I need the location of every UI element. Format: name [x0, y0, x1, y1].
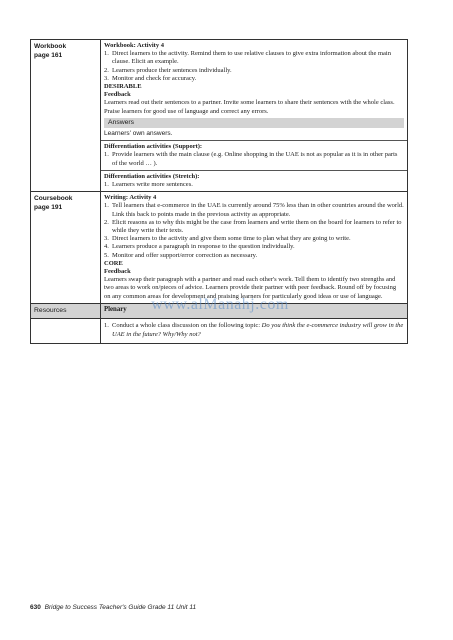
step-text: Direct learners to the activity. Remind them to use relative clauses to give extra information about the main clause. Elicit an example.	[112, 50, 391, 66]
step-number: 1.	[104, 202, 109, 210]
workbook-content	[101, 40, 407, 191]
workbook-ref-line2: page 161	[34, 51, 63, 59]
step-item	[104, 243, 404, 251]
coursebook-activity-title: Writing: Activity 4	[104, 194, 157, 202]
coursebook-ref-line1: Coursebook	[34, 195, 73, 203]
plenary-step-prefix: Conduct a whole class discussion on the following topic:	[112, 322, 262, 330]
page-footer	[30, 604, 196, 611]
coursebook-content	[101, 192, 407, 303]
step-item	[104, 181, 404, 189]
plenary-step-number: 1.	[104, 322, 109, 330]
step-text: Tell learners that e-commerce in the UAE is currently around 75% less than in other countries around the world. Link this back to points made in the previous activity as appropriate.	[112, 202, 404, 218]
step-number: 2.	[104, 66, 109, 74]
watermark: www.alManahj.com	[151, 296, 289, 313]
workbook-row	[31, 40, 407, 191]
step-item	[104, 50, 404, 66]
step-text: Elicit reasons as to why this might be the case from learners and write them on the board for learners to refer to while they write their texts.	[112, 218, 402, 235]
workbook-level: DESIRABLE	[104, 83, 142, 91]
plenary-title: Plenary	[104, 305, 127, 313]
step-item	[104, 151, 404, 167]
step-number: 2.	[104, 218, 109, 226]
page-number: 630	[30, 604, 41, 611]
step-text: Direct learners to the activity and give them some time to plan what they are going to write.	[112, 235, 351, 243]
coursebook-reference	[31, 192, 101, 303]
resources-row	[31, 303, 407, 319]
step-number: 1.	[104, 151, 109, 159]
step-number: 5.	[104, 251, 109, 259]
step-item	[104, 252, 404, 260]
support-steps	[104, 151, 404, 167]
step-number: 1.	[104, 181, 109, 189]
step-item	[104, 67, 404, 75]
step-item	[104, 219, 404, 235]
workbook-feedback-label: Feedback	[104, 91, 131, 99]
coursebook-ref-line2: page 191	[34, 203, 63, 211]
workbook-activity-title: Workbook: Activity 4	[104, 42, 164, 49]
workbook-steps	[104, 50, 404, 83]
workbook-reference	[31, 40, 101, 191]
step-number: 3.	[104, 235, 109, 243]
step-text: Monitor and offer support/error correction as necessary.	[112, 251, 258, 259]
coursebook-feedback-label: Feedback	[104, 268, 131, 276]
plenary-steps	[104, 322, 404, 338]
stretch-title: Differentiation activities (Stretch):	[104, 172, 200, 180]
plenary-row	[31, 318, 407, 342]
step-text: Learners produce their sentences individually.	[112, 66, 232, 74]
lesson-table	[30, 39, 408, 344]
stretch-steps	[104, 181, 404, 189]
plenary-step	[104, 322, 404, 338]
step-number: 4.	[104, 243, 109, 251]
step-text: Provide learners with the main clause (e.g. Online shopping in the UAE is not as popular as it is in other parts of the world … ).	[112, 151, 398, 167]
plenary-empty-cell	[31, 319, 101, 342]
step-item	[104, 235, 404, 243]
answers-text: Learners' own answers.	[104, 130, 173, 138]
footer-title: Bridge to Success Teacher's Guide Grade 11 Unit 11	[44, 604, 197, 611]
plenary-content	[101, 319, 407, 342]
coursebook-feedback-text: Learners swap their paragraph with a partner and read each other's work. Tell them to identify two strengths and two areas to work on/pieces of advice. Learners provide their partner with peer feedback. Round off by focusing on any common areas for development and praising learners for particularly good ideas or use of language.	[104, 276, 397, 300]
support-title: Differentiation activities (Support):	[104, 143, 203, 151]
plenary-step-question: Do you think the e-commerce industry will grow in the UAE in the future? Why/Why not?	[112, 322, 404, 338]
coursebook-row	[31, 191, 407, 303]
step-text: Learners write more sentences.	[112, 181, 193, 189]
coursebook-steps	[104, 202, 404, 259]
step-number: 3.	[104, 74, 109, 82]
step-number: 1.	[104, 50, 109, 58]
workbook-ref-line1: Workbook	[34, 43, 67, 50]
step-item	[104, 75, 404, 83]
workbook-feedback-text: Learners read out their sentences to a partner. Invite some learners to share their sentences with the whole class. Praise learners for good use of language and correct any errors.	[104, 99, 395, 115]
step-text: Monitor and check for accuracy.	[112, 74, 197, 82]
resources-label: Resources	[31, 304, 101, 319]
answers-bar: Answers	[104, 118, 404, 128]
step-text: Learners produce a paragraph in response to the question individually.	[112, 243, 295, 251]
coursebook-level: CORE	[104, 259, 123, 267]
step-item	[104, 202, 404, 218]
